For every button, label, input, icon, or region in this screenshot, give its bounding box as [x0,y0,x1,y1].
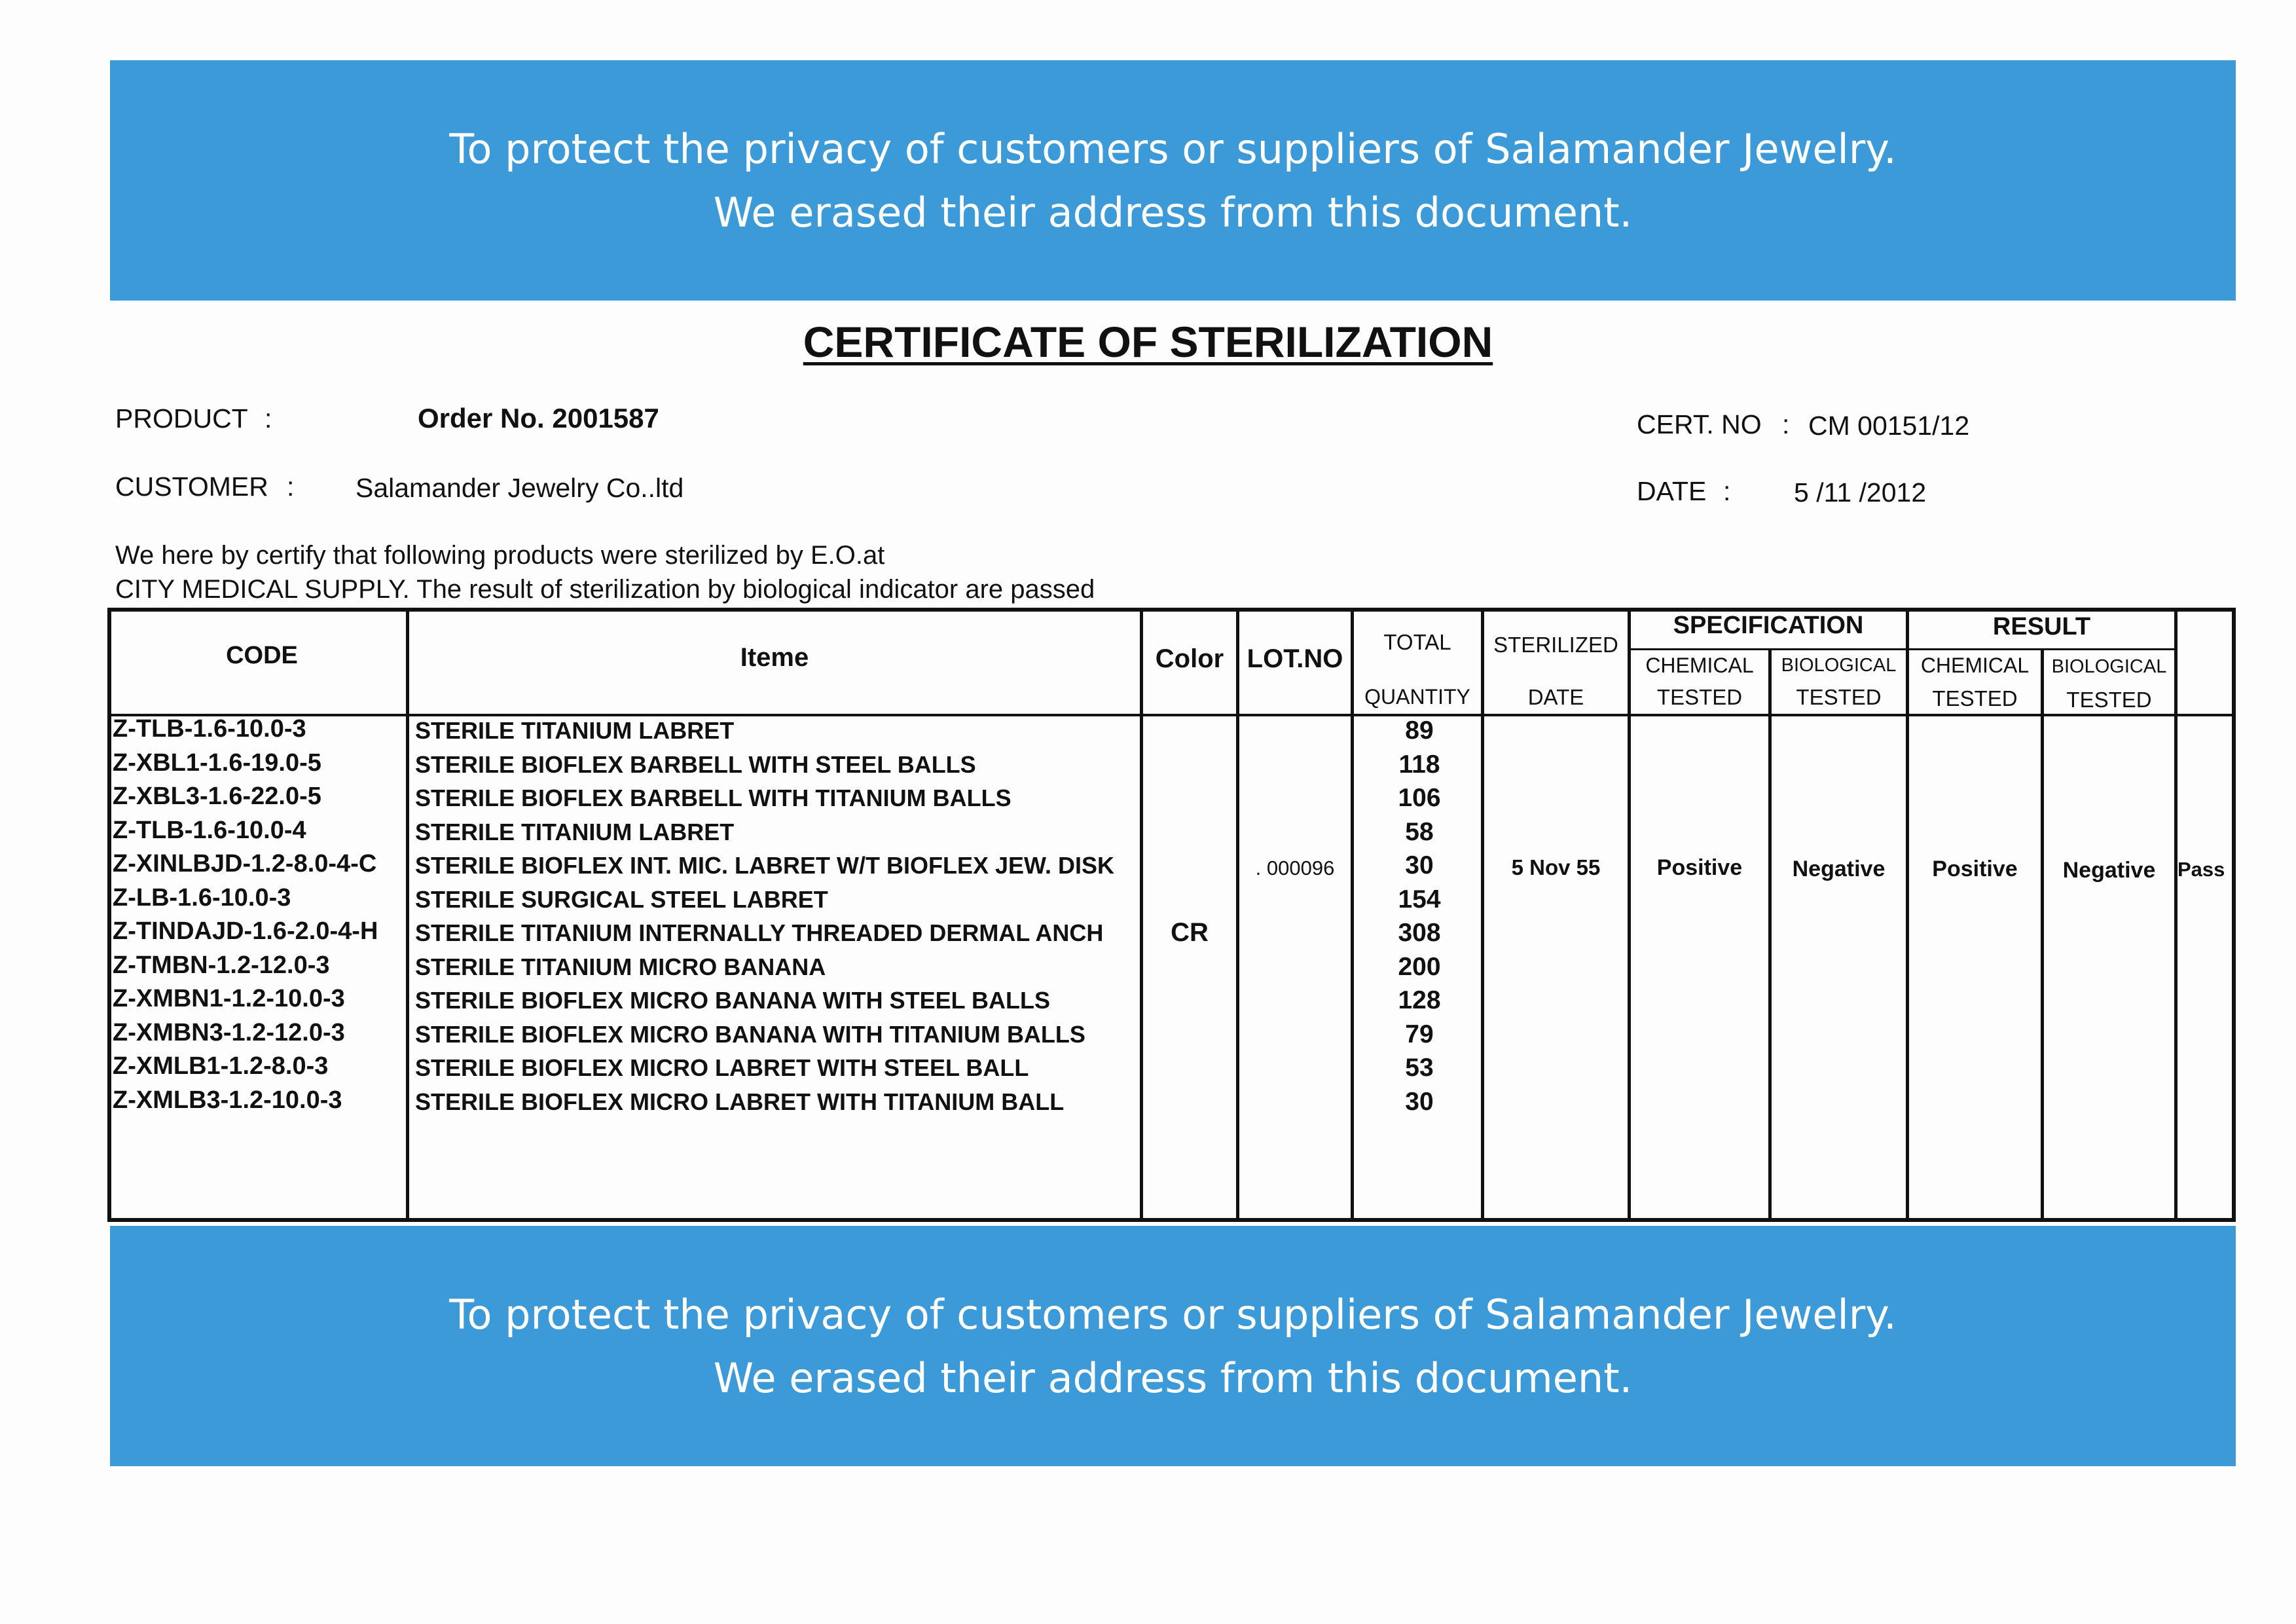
header-code: CODE [226,642,298,669]
privacy-banner-bottom [110,1226,2236,1466]
header-spec-chemical-tested: TESTED [1656,685,1743,709]
product-colon: : [264,403,272,434]
item-column [415,714,1140,1118]
table-row-item: STERILE BIOFLEX INT. MIC. LABRET W/T BIOFLEX JEW. DISK [415,852,1115,879]
table-row-code: Z-TLB-1.6-10.0-3 [113,715,306,743]
header-result-chemical: CHEMICAL [1920,654,2030,677]
privacy-banner-top [110,60,2236,301]
customer-value: Salamander Jewelry Co..ltd [355,473,684,503]
result-chemical-value: Positive [1932,857,2018,881]
header-spec-biological-tested: TESTED [1796,685,1882,709]
table-row-item: STERILE BIOFLEX BARBELL WITH STEEL BALLS [415,750,976,778]
pass-value: Pass [2178,858,2225,881]
sterilized-date-value: 5 Nov 55 [1511,855,1601,879]
group-header-rule [1631,648,2174,650]
table-row-item: STERILE BIOFLEX MICRO BANANA WITH TITANIUM BALLS [415,1020,1085,1048]
document-title [0,316,2296,368]
product-value: Order No. 2001587 [418,403,659,434]
privacy-banner-line2: We erased their address from this document. [713,188,1633,236]
customer-label: CUSTOMER [115,471,268,502]
spec-chemical-value: Positive [1656,855,1743,880]
header-total: TOTAL [1383,630,1451,654]
product-label: PRODUCT [115,403,248,434]
table-row-code: Z-XMBN1-1.2-10.0-3 [113,985,345,1012]
table-row-quantity: 106 [1398,784,1441,812]
header-spec-chemical: CHEMICAL [1645,654,1754,677]
table-row-code: Z-LB-1.6-10.0-3 [113,883,291,912]
date-label: DATE [1637,476,1707,506]
cert-no-label: CERT. NO [1637,409,1762,439]
header-result-biological-tested: TESTED [2066,688,2152,712]
header-specification: SPECIFICATION [1673,612,1864,639]
table-row-item: STERILE BIOFLEX MICRO LABRET WITH TITANIUM BALL [415,1088,1065,1115]
cert-no-value: CM 00151/12 [1808,411,1970,441]
table-row-code: Z-TINDAJD-1.6-2.0-4-H [113,917,378,945]
privacy-banner-line1: To protect the privacy of customers or suppliers of Salamander Jewelry. [449,1290,1897,1338]
header-result-chemical-tested: TESTED [1932,686,2018,710]
table-row-code: Z-XMBN3-1.2-12.0-3 [113,1018,345,1046]
col-divider-color [1236,608,1239,1222]
table-row-quantity: 30 [1405,851,1434,879]
col-divider-spec-mid [1768,648,1772,1222]
header-result-biological: BIOLOGICAL [2051,656,2167,677]
code-column [113,712,378,1117]
table-row-code: Z-TLB-1.6-10.0-4 [113,816,306,844]
header-sterilized: STERILIZED [1493,633,1618,657]
table-row-quantity: 58 [1405,817,1434,846]
col-divider-result-mid [2041,648,2044,1222]
table-row-item: STERILE TITANIUM INTERNALLY THREADED DERMAL ANCH [415,919,1104,946]
table-row-code: Z-XBL1-1.6-19.0-5 [113,748,321,777]
table-row-quantity: 154 [1398,885,1441,913]
color-value: CR [1171,918,1209,947]
table-row-code: Z-XINLBJD-1.2-8.0-4-C [113,850,377,877]
col-divider-result-pass [2174,608,2178,1222]
table-row-quantity: 200 [1398,952,1441,981]
table-row-quantity: 30 [1405,1087,1434,1116]
table-row-code: Z-XMLB3-1.2-10.0-3 [113,1086,342,1114]
header-result: RESULT [1992,613,2091,640]
header-spec-biological: BIOLOGICAL [1781,655,1897,676]
spec-biological-value: Negative [1792,857,1886,881]
document-title-text: CERTIFICATE OF STERILIZATION [803,318,1493,366]
header-color: Color [1155,644,1224,673]
table-row-item: STERILE SURGICAL STEEL LABRET [415,885,828,913]
header-item: Iteme [740,643,809,672]
table-row-quantity: 118 [1398,750,1440,779]
table-row-item: STERILE TITANIUM LABRET [415,818,735,845]
header-date: DATE [1527,685,1584,709]
table-row-quantity: 128 [1398,986,1441,1014]
cert-no-colon: : [1782,409,1790,439]
privacy-banner-line2: We erased their address from this document. [713,1354,1633,1402]
lot-value: . 000096 [1255,857,1335,879]
header-quantity: QUANTITY [1364,685,1470,709]
certification-line2: CITY MEDICAL SUPPLY. The result of sterilization by biological indicator are passed [115,575,1095,604]
table-row-item: STERILE BIOFLEX MICRO LABRET WITH STEEL BALL [415,1054,1029,1081]
col-divider-code [406,608,409,1222]
customer-colon: : [287,471,295,502]
privacy-banner-line1: To protect the privacy of customers or suppliers of Salamander Jewelry. [449,124,1897,173]
quantity-column [1354,714,1485,1118]
table-row-quantity: 79 [1405,1020,1434,1048]
table-row-code: Z-XBL3-1.6-22.0-5 [113,783,321,810]
result-biological-value: Negative [2062,858,2156,883]
date-colon: : [1723,476,1731,506]
date-value: 5 /11 /2012 [1794,477,1927,507]
table-row-item: STERILE TITANIUM MICRO BANANA [415,953,826,980]
table-row-code: Z-TMBN-1.2-12.0-3 [113,951,330,979]
header-lot-no: LOT.NO [1247,644,1343,673]
table-row-item: STERILE TITANIUM LABRET [415,717,735,744]
table-row-item: STERILE BIOFLEX MICRO BANANA WITH STEEL BALLS [415,987,1050,1014]
table-row-quantity: 308 [1398,919,1441,947]
table-row-code: Z-XMLB1-1.2-8.0-3 [113,1052,329,1080]
table-row-quantity: 89 [1405,716,1434,745]
table-row-quantity: 53 [1405,1054,1434,1082]
table-row-item: STERILE BIOFLEX BARBELL WITH TITANIUM BALLS [415,784,1011,811]
certification-line1: We here by certify that following products were sterilized by E.O.at [115,541,885,570]
